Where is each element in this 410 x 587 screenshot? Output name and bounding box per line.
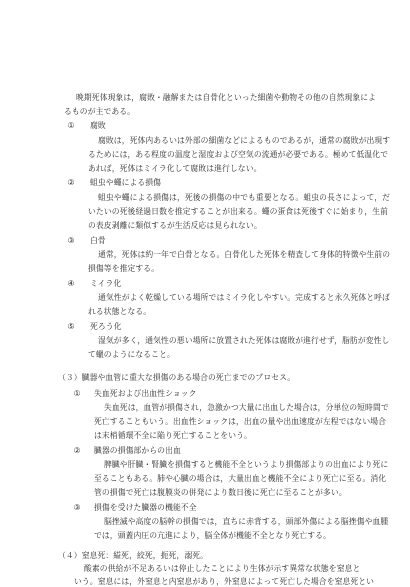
item-body-line: 蛆虫や蠅による損傷は，死後の損傷の中でも重要となる。蛆虫の長さによって，だ [98,193,391,202]
body-line: いう。窒息には，外窒息と内窒息があり，外窒息によって死亡した場合を窒息死とい [74,577,375,586]
intro-line-1: 晩期死体現象は，腐敗・融解または自骨化といった細菌や動物その他の自然現象によ [76,93,377,102]
item-body-line: 管の損傷で死亡は腹膜炎の併発により数日後に死亡に至ることが多い。 [94,488,347,497]
item-body-line: 脾臓や肝臓・腎臓を損傷すると機能不全というより損傷部よりの出血により死に [104,460,389,469]
item-body-line: あれば，死体はミイラ化して腐敗は進行しない。 [88,164,262,173]
item-body-line: るためには，ある程度の温度と湿度および空気の流通が必要である。極めて低温化で [88,150,389,159]
item-title: 損傷を受けた臓器の機能不全 [94,503,197,512]
item-body-line: は末梢循環不全に陥り死亡することをいう。 [94,431,252,440]
item-title: 失血死および出血性ショック [94,389,197,398]
item-body-line: 湿気が多く，通気性の悪い場所に放置された死体は腐敗が進行せず，脂肪が変性し [98,336,390,345]
item-body-line: 通常，死体は約一年で白骨となる。白骨化した死体を精査して身体的特徴や生前の [98,250,391,259]
item-body-line: て蠟のようになること。 [88,350,175,359]
item-marker: ① [67,121,75,130]
item-title: 蛆虫や蠅による損傷 [90,178,162,187]
item-title: ミイラ化 [90,279,122,288]
item-marker: ② [73,446,81,455]
item-title: 白骨 [90,236,106,245]
body-line: 酸素の供給が不足あるいは停止したことにより生体が示す異常な状態を窒息と [84,564,361,573]
item-body-line: 脳挫滅や高度の脳幹の損傷では，直ちに赤背する，頭部外傷による脳挫傷や血腫 [104,517,389,526]
item-marker: ⑤ [67,322,75,331]
item-body-line: 死亡することもいう。出血性ショックは，出血の量や出血速度が左程ではない場合 [94,417,387,426]
item-marker: ① [73,389,81,398]
intro-line-2: るものが主である。 [64,107,136,116]
item-body-line: 損傷等を推定する。 [88,264,160,273]
item-body-line: 至ることもある。肺や心臓の場合は，大量出血と機能不全により死亡に至る。消化 [94,474,387,483]
item-body-line: 腐敗は，死体内あるいは外部の細菌などによるものであるが，通常の腐敗が出現す [98,136,391,145]
item-body-line: れる状態となる。 [88,307,152,316]
item-body-line: 失血死は，血管が損傷され，急激かつ大量に出血した場合は，分単位の短時間で [104,403,389,412]
item-body-line: 通気性がよく乾燥している場所ではミイラ化しやすい。完成すると永久死体と呼ば [98,293,390,302]
item-marker: ③ [67,236,75,245]
item-marker: ③ [73,503,81,512]
section-heading: （３）臓器や血管に重大な損傷のある場合の死亡までのプロセス。 [58,373,296,382]
item-body-line: いたいの死後経過日数を推定することが出来る。蠅の蛋食は死後すぐに始まり，生前 [88,207,389,216]
item-body-line: では，頭蓋内圧の亢進により，脳全体が機能不全となり死亡する。 [94,531,331,540]
item-title: 臓器の損傷部からの出血 [94,446,181,455]
item-title: 腐敗 [90,121,106,130]
item-marker: ② [67,178,75,187]
item-marker: ④ [67,279,75,288]
section-heading: （４）窒息死：縊死，絞死，扼死，溺死。 [58,551,209,560]
item-body-line: の表皮剥離に類似するが生活反応は見られない。 [88,221,262,230]
item-title: 死ろう化 [90,322,122,331]
